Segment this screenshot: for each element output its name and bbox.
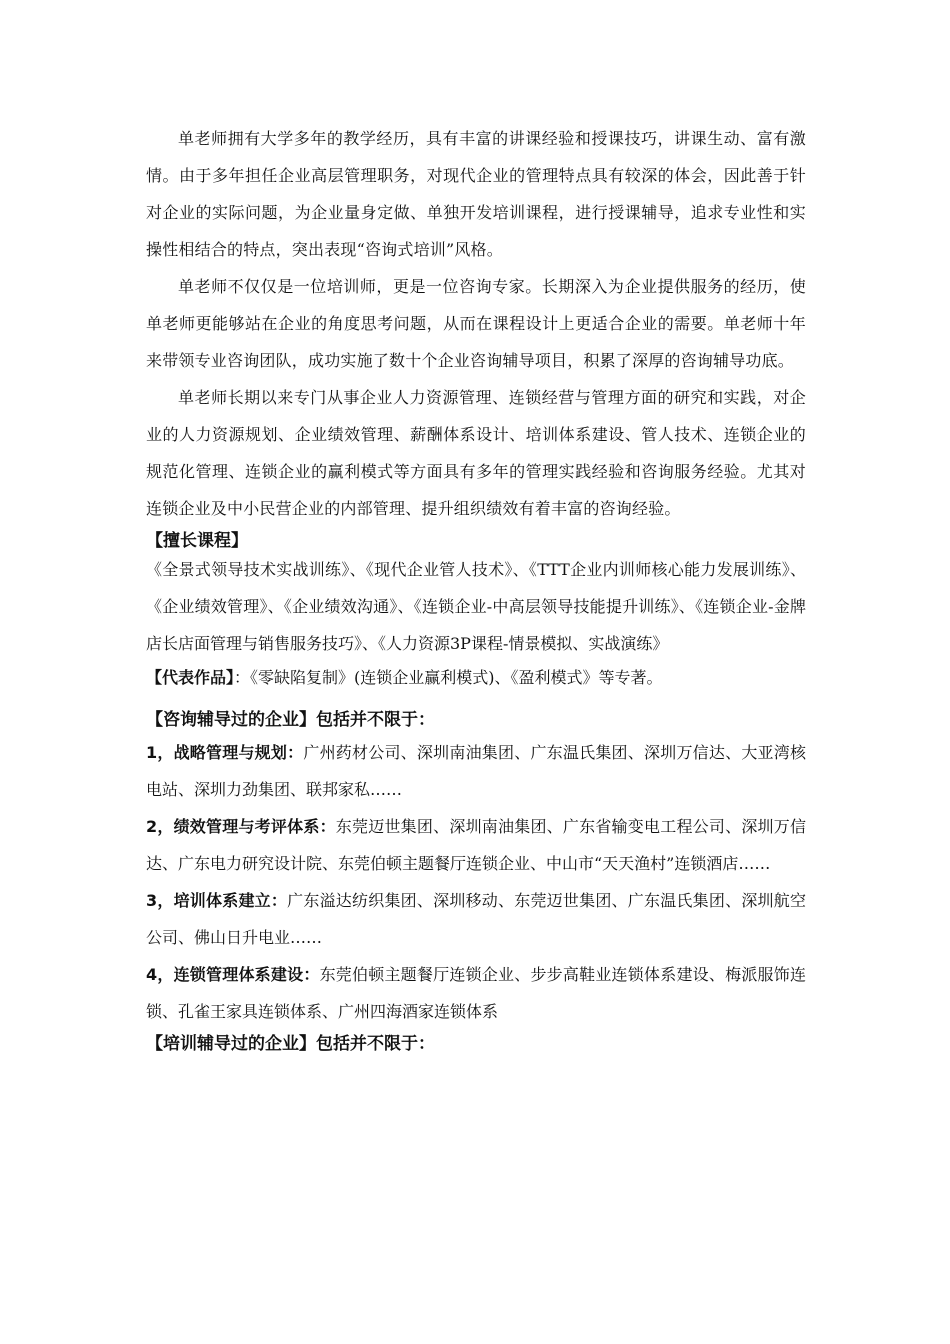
courses-heading: 【擅长课程】 — [146, 531, 248, 551]
bio-paragraph-1: 单老师拥有大学多年的教学经历，具有丰富的讲课经验和授课技巧，讲课生动、富有激情。由于多年担任企业高层管理职务，对现代企业的管理特点具有较深的体会，因此善于针对企业的实际问题，为企业量身定做、单独开发培训课程，进行授课辅导，追求专业性和实操性相结合的特点，突出表现“咨询式培训”风格。 — [146, 129, 806, 259]
works-text: ：《零缺陷复制》(连锁企业赢利模式)、《盈利模式》等专著。 — [234, 668, 663, 687]
consulting-item-text: 东莞迈世集团、深圳南油集团、广东省输变电工程公司、深圳万信达、广东电力研究设计院、东莞伯顿主题餐厅连锁企业、中山市“天天渔村”连锁酒店…… — [146, 817, 806, 873]
courses-list: 《全景式领导技术实战训练》、《现代企业管人技术》、《TTT企业内训师核心能力发展训练》、《企业绩效管理》、《企业绩效沟通》、《连锁企业-中高层领导技能提升训练》、《连锁企业-金牌店长店面管理与销售服务技巧》、《人力资源3P课程-情景模拟、实战演练》 — [146, 560, 806, 653]
training-heading: 【培训辅导过的企业】包括并不限于： — [146, 1034, 435, 1054]
consulting-item-4 — [146, 956, 806, 1030]
consulting-item-label: 4，连锁管理体系建设： — [146, 965, 320, 984]
consulting-item-text: 广州药材公司、深圳南油集团、广东温氏集团、深圳万信达、大亚湾核电站、深圳力劲集团、联邦家私…… — [146, 743, 806, 799]
consulting-item-label: 2，绩效管理与考评体系： — [146, 817, 336, 836]
bio-paragraph-3: 单老师长期以来专门从事企业人力资源管理、连锁经营与管理方面的研究和实践，对企业的人力资源规划、企业绩效管理、薪酬体系设计、培训体系建设、管人技术、连锁企业的规范化管理、连锁企业的赢利模式等方面具有多年的管理实践经验和咨询服务经验。尤其对连锁企业及中小民营企业的内部管理、提升组织绩效有着丰富的咨询经验。 — [146, 388, 806, 518]
bio-paragraph-2: 单老师不仅仅是一位培训师，更是一位咨询专家。长期深入为企业提供服务的经历，使单老师更能够站在企业的角度思考问题，从而在课程设计上更适合企业的需要。单老师十年来带领专业咨询团队，成功实施了数十个企业咨询辅导项目，积累了深厚的咨询辅导功底。 — [146, 277, 806, 370]
consulting-item-2 — [146, 808, 806, 882]
consulting-item-label: 3，培训体系建立： — [146, 891, 288, 910]
consulting-item-text: 东莞伯顿主题餐厅连锁企业、步步高鞋业连锁体系建设、梅派服饰连锁、孔雀王家具连锁体系、广州四海酒家连锁体系 — [146, 965, 806, 1021]
consulting-item-3 — [146, 882, 806, 956]
consulting-item-label: 1，战略管理与规划： — [146, 743, 304, 762]
works-label: 【代表作品】 — [146, 668, 235, 687]
consulting-heading: 【咨询辅导过的企业】包括并不限于： — [146, 710, 435, 730]
representative-works — [146, 662, 806, 694]
consulting-item-1 — [146, 734, 806, 808]
consulting-item-text: 广东溢达纺织集团、深圳移动、东莞迈世集团、广东温氏集团、深圳航空公司、佛山日升电业…… — [146, 891, 806, 947]
document-content — [146, 120, 806, 1058]
